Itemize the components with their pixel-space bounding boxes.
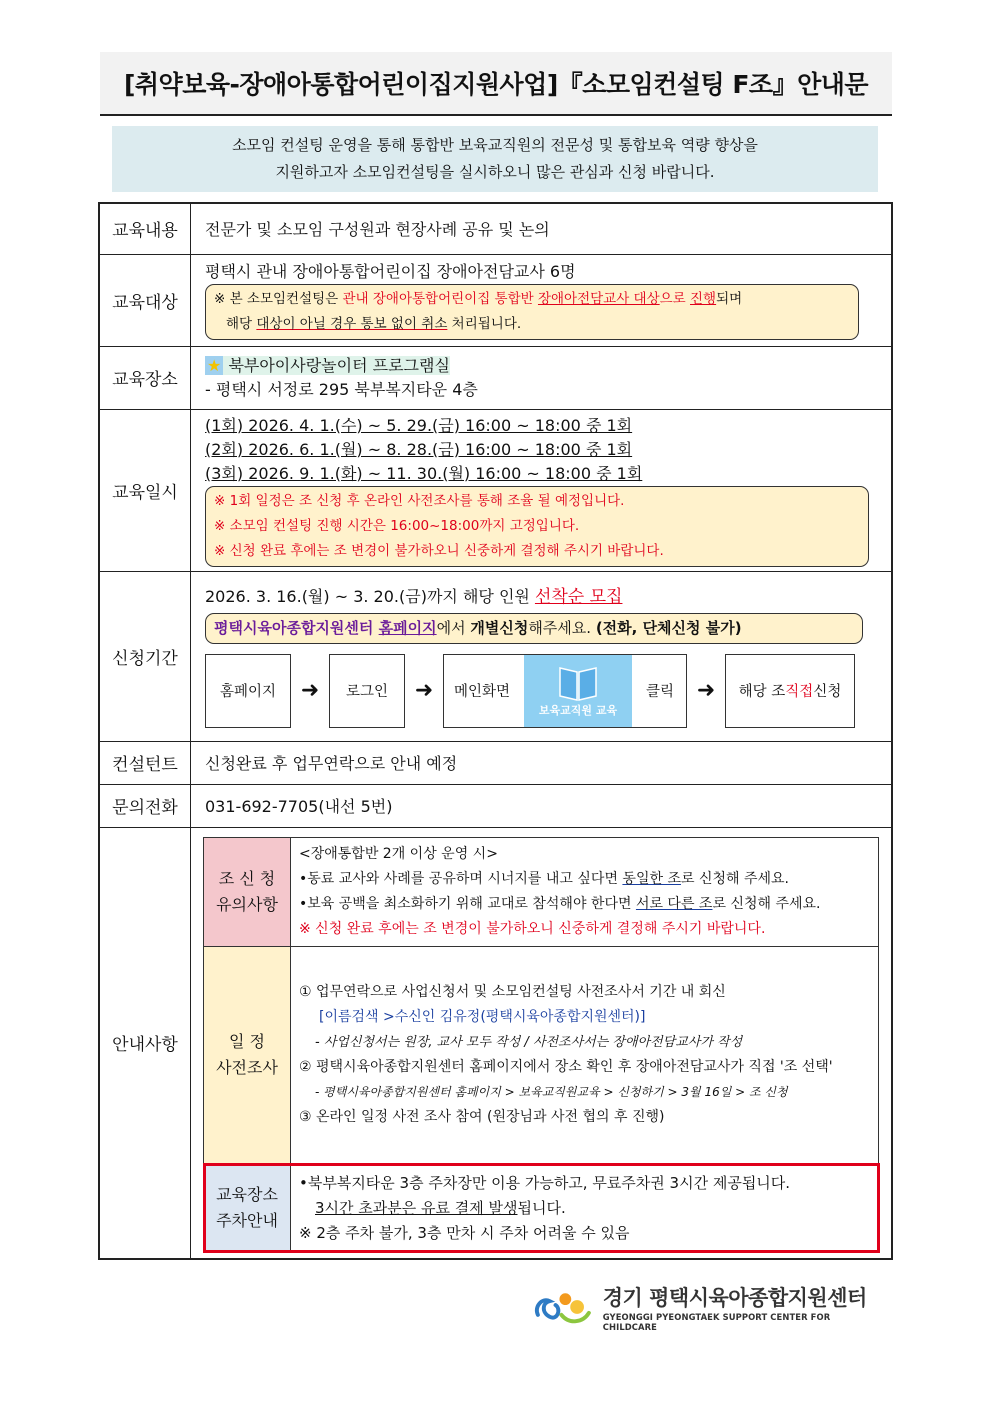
row-apply	[99, 571, 892, 741]
content-text: 전문가 및 소모임 구성원과 현장사례 공유 및 논의	[191, 203, 893, 254]
guide-table	[203, 837, 879, 1253]
guide-group-content: <장애통합반 2개 이상 운영 시> •동료 교사와 사례를 공유하며 시너지를 내고 싶다면 동일한 조로 신청해 주세요. •보육 공백을 최소화하기 위해 교대로 참석해야 한다면 서로 다른 조로 신청해 주세요. ※ 신청 완료 후에는 조 변경이 불가하오니 신중하게 결정해 주시기 바랍니다.	[291, 837, 879, 946]
row-schedule	[99, 409, 892, 571]
place-address: - 평택시 서정로 295 북부복지타운 4층	[205, 379, 478, 399]
label-phone: 문의전화	[99, 784, 191, 827]
schedule-round-2: (2회) 2026. 6. 1.(월) ~ 8. 28.(금) 16:00 ~ 18:00 중 1회	[205, 439, 633, 459]
label-consultant: 컨설턴트	[99, 741, 191, 784]
guide-parking-content: •북부복지타운 3층 주차장만 이용 가능하고, 무료주차권 3시간 제공됩니다. 3시간 초과분은 유료 결제 발생됩니다. ※ 2층 주차 불가, 3층 만차 시 주차 어려울 수 있음	[291, 1164, 879, 1252]
row-place	[99, 346, 892, 409]
org-logo	[532, 1284, 882, 1330]
org-name: 경기 평택시육아종합지원센터	[602, 1286, 867, 1310]
arrow-icon: ➜	[696, 678, 716, 703]
open-book-icon	[556, 664, 600, 702]
intro-line-1: 소모임 컨설팅 운영을 통해 통합반 보육교직원의 전문성 및 통합보육 역량 향상을	[232, 136, 758, 154]
star-icon: ★	[207, 355, 222, 375]
row-phone	[99, 784, 892, 827]
info-table	[98, 202, 893, 1260]
consultant-text: 신청완료 후 업무연락으로 안내 예정	[191, 741, 893, 784]
arrow-icon: ➜	[414, 678, 434, 703]
schedule-round-1: (1회) 2026. 4. 1.(수) ~ 5. 29.(금) 16:00 ~ 18:00 중 1회	[205, 415, 633, 435]
guide-survey-content: ① 업무연락으로 사업신청서 및 소모임컨설팅 사전조사서 기간 내 회신 [이름검색 >수신인 김유정(평택시육아종합지원센터)] - 사업신청서는 원장, 교사 모두 작성 / 사전조사서는 장애아전담교사가 작성 ② 평택시육아종합지원센터 홈페이지에서 장소 확인 후 장애아전담교사가 직접 '조 선택' - 평택시육아종합지원센터 홈페이지 > 보육교직원교육 > 신청하기 > 3월 16일 > 조 신청 ③ 온라인 일정 사전 조사 참여 (원장님과 사전 협의 후 진행)	[291, 946, 879, 1164]
target-note: ※ 본 소모임컨설팅은 관내 장애아통합어린이집 통합반 장애아전담교사 대상으로 진행되며 해당 대상이 아닐 경우 통보 없이 취소 처리됩니다.	[205, 284, 859, 340]
apply-steps	[205, 654, 877, 728]
org-logo-icon	[532, 1285, 595, 1329]
schedule-note-2: ※ 소모임 컨설팅 진행 시간은 16:00~18:00까지 고정입니다.	[214, 517, 580, 534]
guide-survey	[204, 946, 879, 1164]
apply-period: 2026. 3. 16.(월) ~ 3. 20.(금)까지 해당 인원 선착순 모집	[205, 586, 623, 607]
phone-text: 031-692-7705(내선 5번)	[191, 784, 893, 827]
guide-group-label: 조 신 청 유의사항	[204, 837, 291, 946]
label-content: 교육내용	[99, 203, 191, 254]
document-title: [취약보육-장애아통합어린이집지원사업]『소모임컨설팅 F조』안내문	[100, 52, 892, 116]
label-apply: 신청기간	[99, 571, 191, 741]
step-final: 해당 조 직접 신청	[725, 654, 855, 728]
label-schedule: 교육일시	[99, 409, 191, 571]
intro-box	[112, 126, 878, 192]
schedule-note-1: ※ 1회 일정은 조 신청 후 온라인 사전조사를 통해 조율 될 예정입니다.	[214, 492, 625, 509]
org-name-en: GYEONGGI PYEONGTAEK SUPPORT CENTER FOR CHILDCARE	[602, 1312, 831, 1332]
target-text: 평택시 관내 장애아통합어린이집 장애아전담교사 6명	[205, 262, 576, 281]
arrow-icon: ➜	[300, 678, 320, 703]
step-main-label: 메인화면	[454, 684, 511, 700]
label-place: 교육장소	[99, 346, 191, 409]
schedule-round-3: (3회) 2026. 9. 1.(화) ~ 11. 30.(월) 16:00 ~ 18:00 중 1회	[205, 463, 643, 483]
step-click: 클릭	[645, 684, 674, 700]
guide-parking-label: 교육장소 주차안내	[204, 1164, 291, 1252]
intro-line-2: 지원하고자 소모임컨설팅을 실시하오니 많은 관심과 신청 바랍니다.	[275, 163, 715, 181]
row-content	[99, 203, 892, 254]
row-guide	[99, 827, 892, 1259]
schedule-notes	[205, 486, 869, 567]
row-consultant	[99, 741, 892, 784]
row-target	[99, 254, 892, 346]
guide-parking	[204, 1164, 879, 1252]
step-homepage: 홈페이지	[205, 654, 291, 728]
step-main	[443, 654, 687, 728]
label-target: 교육대상	[99, 254, 191, 346]
guide-group	[204, 837, 879, 946]
book-icon	[524, 655, 632, 727]
guide-survey-label: 일 정 사전조사	[204, 946, 291, 1164]
place-name-wrap	[205, 356, 450, 375]
step-login: 로그인	[329, 654, 405, 728]
apply-how: 평택시육아종합지원센터 홈페이지에서 개별신청해주세요. (전화, 단체신청 불가)	[205, 613, 863, 644]
label-guide: 안내사항	[99, 827, 191, 1259]
book-label: 보육교직원 교육	[538, 703, 618, 717]
place-name: 북부아이사랑놀이터 프로그램실	[228, 355, 450, 375]
schedule-note-3: ※ 신청 완료 후에는 조 변경이 불가하오니 신중하게 결정해 주시기 바랍니다.	[214, 542, 664, 559]
